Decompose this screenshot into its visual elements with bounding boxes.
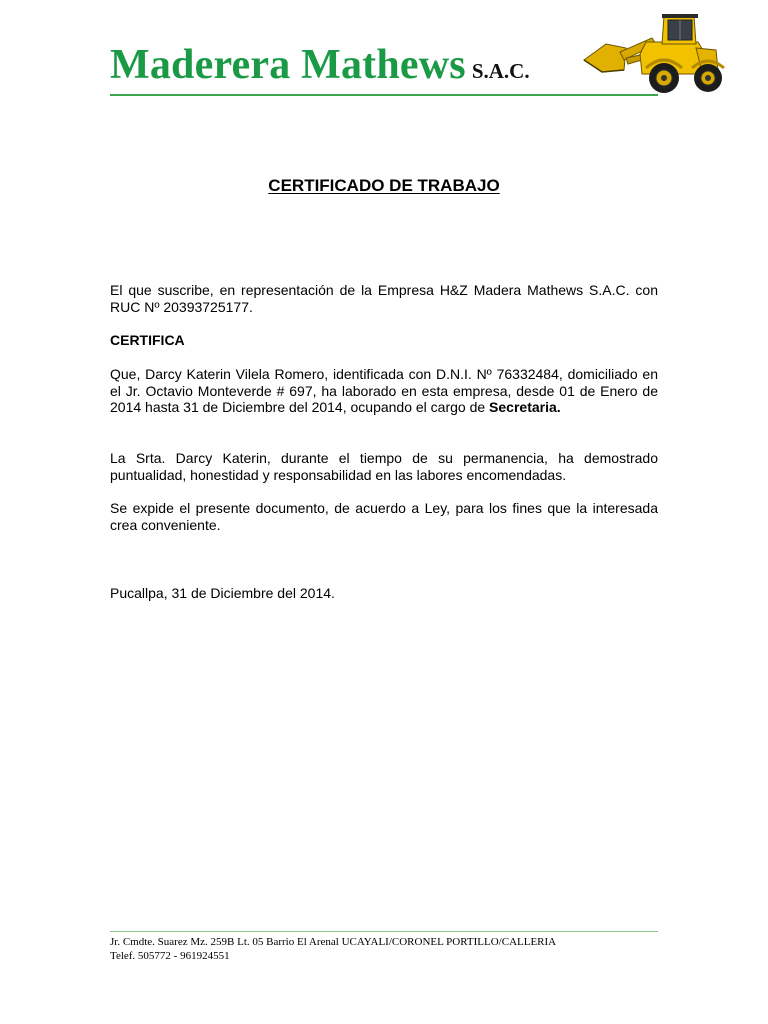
- place-date: [110, 585, 658, 602]
- certifica-text: CERTIFICA: [110, 332, 185, 348]
- intro-text: El que suscribe, en representación de la Empresa H&Z Madera Mathews S.A.C. con RUC Nº 20393725177.: [110, 282, 658, 315]
- intro-paragraph: [110, 282, 658, 315]
- document-title: [0, 176, 768, 196]
- document-title-text: CERTIFICADO DE TRABAJO: [268, 176, 500, 195]
- place-date-text: Pucallpa, 31 de Diciembre del 2014.: [110, 585, 335, 601]
- company-name: Maderera Mathews: [110, 42, 466, 88]
- employment-details: Que, Darcy Katerin Vilela Romero, identificada con D.N.I. Nº 76332484, domiciliado en el Jr. Octavio Monteverde # 697, ha laborado en esta empresa, desde 01 de Enero de 2014 hasta 31 de Diciembre del 2014, ocupando el cargo de: [110, 366, 658, 415]
- header-divider: [110, 94, 658, 96]
- position-title: Secretaria.: [489, 399, 561, 415]
- employment-text: [110, 366, 658, 416]
- purpose-paragraph: [110, 500, 658, 533]
- company-suffix: S.A.C.: [471, 59, 530, 83]
- letterhead: [110, 44, 530, 86]
- footer-phone: Telef. 505772 - 961924551: [110, 950, 230, 962]
- purpose-text: Se expide el presente documento, de acuerdo a Ley, para los fines que la interesada crea conveniente.: [110, 500, 658, 533]
- footer-divider: [110, 931, 658, 932]
- footer: [110, 935, 670, 963]
- conduct-paragraph: [110, 450, 658, 483]
- certifica-heading: [110, 332, 658, 349]
- footer-address: Jr. Cmdte. Suarez Mz. 259B Lt. 05 Barrio El Arenal UCAYALI/CORONEL PORTILLO/CALLERIA: [110, 936, 557, 948]
- employment-paragraph: [110, 366, 658, 416]
- wheel-loader-icon: [580, 8, 728, 100]
- conduct-text: La Srta. Darcy Katerin, durante el tiempo de su permanencia, ha demostrado puntualidad, honestidad y responsabilidad en las labores encomendadas.: [110, 450, 658, 483]
